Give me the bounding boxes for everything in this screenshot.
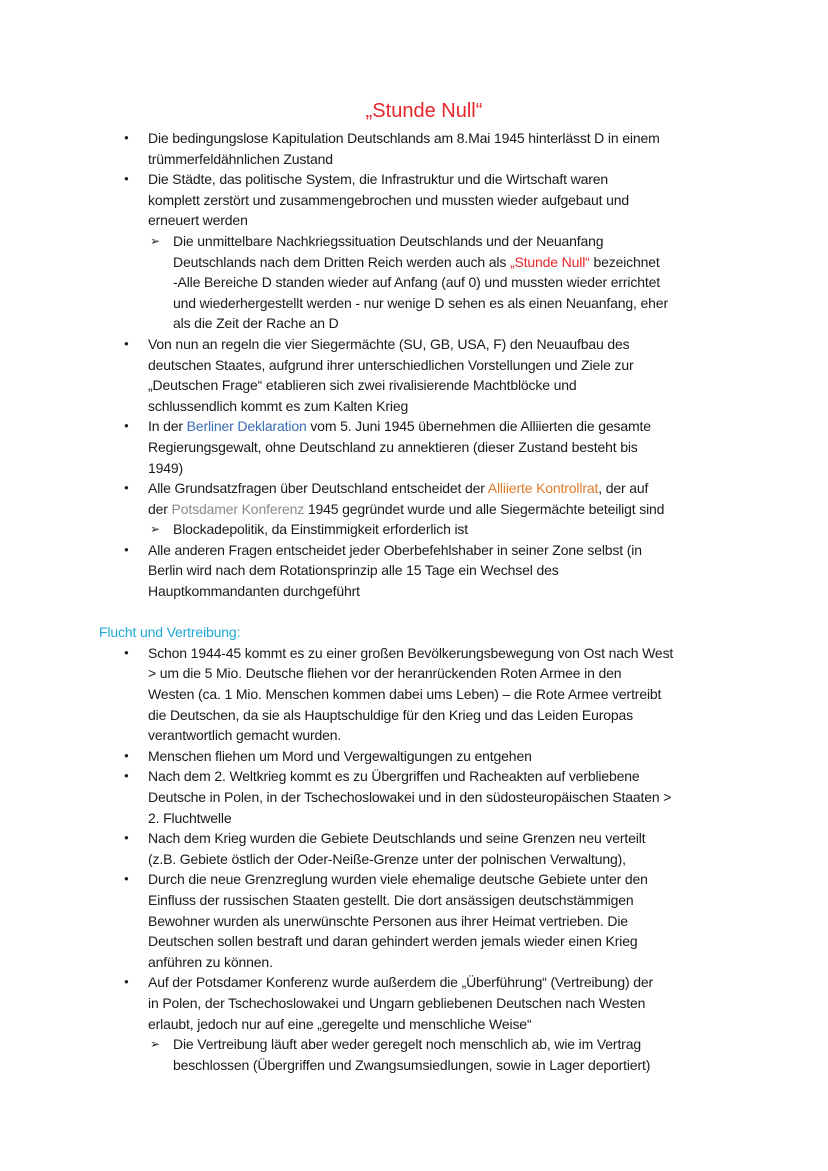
text-segment: 2. Fluchtwelle (148, 809, 232, 826)
text-segment: Menschen fliehen um Mord und Vergewaltigungen zu entgehen (148, 747, 532, 764)
document-page (0, 98, 828, 1075)
bullet-icon: ● (124, 544, 129, 554)
text-line (0, 684, 828, 705)
text-segment: Alle Grundsatzfragen über Deutschland entscheidet der (148, 480, 488, 497)
text-segment: vom 5. Juni 1945 übernehmen die Alliierten die gesamte (306, 418, 651, 435)
text-segment: Berlin wird nach dem Rotationsprinzip alle 15 Tage ein Wechsel des (148, 562, 559, 579)
text-line (0, 313, 828, 334)
text-line (0, 725, 828, 746)
text-segment: Deutschlands nach dem Dritten Reich werden auch als (173, 253, 510, 270)
list-item (0, 128, 828, 169)
text-line (0, 849, 828, 870)
text-line (0, 952, 828, 973)
text-line (0, 808, 828, 829)
document-body (0, 128, 828, 1075)
text-segment: erneuert werden (148, 212, 248, 229)
list-item (0, 643, 828, 746)
text-segment: Bewohner wurden als unerwünschte Personen aus ihrer Heimat vertrieben. Die (148, 912, 628, 929)
bullet-icon: ● (124, 647, 129, 657)
bullet-icon: ● (124, 977, 129, 987)
bullet-icon: ● (124, 174, 129, 184)
list-item (0, 169, 828, 231)
text-segment: bezeichnet (589, 253, 660, 270)
text-segment: komplett zerstört und zusammengebrochen und mussten wieder aufgebaut und (148, 191, 630, 208)
text-line (0, 396, 828, 417)
text-segment: Die bedingungslose Kapitulation Deutschlands am 8.Mai 1945 hinterlässt D in einem (148, 130, 660, 146)
text-line (0, 458, 828, 479)
text-segment: und wiederhergestellt werden - nur wenige D sehen es als einen Neuanfang, eher (173, 294, 668, 311)
highlighted-term: Potsdamer Konferenz (171, 500, 305, 517)
text-segment: -Alle Bereiche D standen wieder auf Anfang (auf 0) und mussten wieder errichtet (173, 274, 660, 291)
text-segment: Einfluss der russischen Staaten gestellt. Die dort ansässigen deutschstämmigen (148, 891, 634, 908)
text-line (0, 252, 828, 273)
text-line (0, 149, 828, 170)
bullet-icon: ● (124, 874, 129, 884)
text-segment: Deutsche in Polen, in der Tschechoslowakei und in den südosteuropäischen Staaten > (148, 789, 672, 805)
text-line (0, 622, 828, 643)
bullet-icon: ● (124, 750, 129, 760)
text-line (0, 1055, 828, 1076)
text-line (0, 890, 828, 911)
list-item (0, 972, 828, 1034)
arrow-bullet-icon: ➢ (150, 1037, 161, 1052)
text-segment: In der (148, 418, 187, 435)
text-segment: (z.B. Gebiete östlich der Oder-Neiße-Grenze unter der polnischen Verwaltung), (148, 850, 626, 867)
bullet-icon: ● (124, 833, 129, 843)
text-segment: Alle anderen Fragen entscheidet jeder Oberbefehlshaber in seiner Zone selbst (in (148, 541, 642, 558)
sub-list-item (0, 231, 828, 334)
highlighted-term: Berliner Deklaration (186, 418, 307, 435)
text-segment: Schon 1944-45 kommt es zu einer großen Bevölkerungsbewegung von Ost nach West (148, 644, 674, 661)
text-line (0, 231, 828, 252)
text-segment: „Deutschen Frage“ etablieren sich zwei rivalisierende Machtblöcke und (148, 377, 577, 394)
text-segment: Regierungsgewalt, ohne Deutschland zu annektieren (dieser Zustand besteht bis (148, 438, 638, 455)
text-line (0, 519, 828, 540)
list-item (0, 416, 828, 478)
text-segment: der (148, 500, 172, 517)
list-item (0, 540, 828, 602)
text-segment: in Polen, der Tschechoslowakei und Ungarn gebliebenen Deutschen nach Westen (148, 994, 646, 1011)
bullet-icon: ● (124, 133, 129, 142)
text-line (0, 375, 828, 396)
text-segment: Hauptkommandanten durchgeführt (148, 583, 360, 600)
text-segment: als die Zeit der Rache an D (173, 315, 339, 332)
arrow-bullet-icon: ➢ (150, 522, 161, 537)
text-line (0, 210, 828, 231)
bullet-icon: ● (124, 483, 129, 493)
text-line (0, 560, 828, 581)
text-line (0, 437, 828, 458)
bullet-icon: ● (124, 771, 129, 781)
list-item (0, 766, 828, 828)
text-line (0, 355, 828, 376)
text-segment: Die Vertreibung läuft aber weder geregelt noch menschlich ab, wie im Vertrag (173, 1036, 641, 1053)
text-segment: Nach dem 2. Weltkrieg kommt es zu Übergriffen und Racheakten auf verbliebene (148, 768, 640, 785)
text-line (0, 293, 828, 314)
text-segment: Flucht und Vertreibung: (99, 624, 241, 641)
text-segment: , der auf (598, 480, 649, 497)
text-segment: anführen zu können. (148, 953, 273, 970)
blank-line (0, 602, 828, 623)
text-segment: trümmerfeldähnlichen Zustand (148, 150, 333, 167)
text-segment: > um die 5 Mio. Deutsche fliehen vor der heranrückenden Roten Armee in den (148, 665, 622, 682)
text-line (0, 190, 828, 211)
text-segment: beschlossen (Übergriffen und Zwangsumsiedlungen, sowie in Lager deportiert) (173, 1056, 651, 1073)
text-line (0, 272, 828, 293)
bullet-icon: ● (124, 338, 129, 348)
text-line (0, 1034, 828, 1055)
text-segment: Durch die neue Grenzreglung wurden viele ehemalige deutsche Gebiete unter den (148, 871, 648, 888)
text-segment: Blockadepolitik, da Einstimmigkeit erforderlich ist (173, 521, 469, 538)
text-segment: verantwortlich gemacht wurden. (148, 727, 342, 744)
text-line (0, 931, 828, 952)
text-segment: Westen (ca. 1 Mio. Menschen kommen dabei ums Leben) – die Rote Armee vertreibt (148, 686, 662, 703)
text-line (0, 581, 828, 602)
text-segment: Die unmittelbare Nachkriegssituation Deutschlands und der Neuanfang (173, 232, 604, 249)
list-item (0, 869, 828, 972)
list-item (0, 746, 828, 767)
text-line (0, 705, 828, 726)
text-line (0, 993, 828, 1014)
text-segment: die Deutschen, da sie als Hauptschuldige für den Krieg und das Leiden Europas (148, 706, 633, 723)
highlighted-term: „Stunde Null“ (509, 253, 590, 270)
text-segment: 1949) (148, 459, 184, 476)
text-segment: schlussendlich kommt es zum Kalten Krieg (148, 397, 409, 414)
highlighted-term: Alliierte Kontrollrat (487, 480, 599, 497)
text-segment: Nach dem Krieg wurden die Gebiete Deutschlands und seine Grenzen neu verteilt (148, 830, 646, 847)
list-item (0, 334, 828, 416)
sub-list-item (0, 1034, 828, 1075)
text-line (0, 663, 828, 684)
text-line (0, 499, 828, 520)
text-line (0, 787, 828, 808)
text-segment: Auf der Potsdamer Konferenz wurde außerdem die „Überführung“ (Vertreibung) der (148, 974, 654, 991)
page-title: „Stunde Null“ (365, 100, 483, 122)
text-segment: Von nun an regeln die vier Siegermächte (SU, GB, USA, F) den Neuaufbau des (148, 335, 630, 352)
text-segment: Deutschen sollen bestraft und daran gehindert werden jemals wieder einen Krieg (148, 933, 638, 950)
text-segment: erlaubt, jedoch nur auf eine „geregelte und menschliche Weise“ (148, 1015, 532, 1032)
sub-list-item (0, 519, 828, 540)
section-heading (0, 622, 828, 643)
list-item (0, 828, 828, 869)
list-item (0, 478, 828, 519)
text-segment: deutschen Staates, aufgrund ihrer unterschiedlichen Vorstellungen und Ziele zur (148, 356, 634, 373)
text-line (0, 911, 828, 932)
text-segment: Die Städte, das politische System, die Infrastruktur und die Wirtschaft waren (148, 171, 608, 188)
text-line (0, 1014, 828, 1035)
bullet-icon: ● (124, 421, 129, 431)
text-segment: 1945 gegründet wurde und alle Siegermächte beteiligt sind (304, 500, 665, 517)
arrow-bullet-icon: ➢ (150, 233, 161, 248)
